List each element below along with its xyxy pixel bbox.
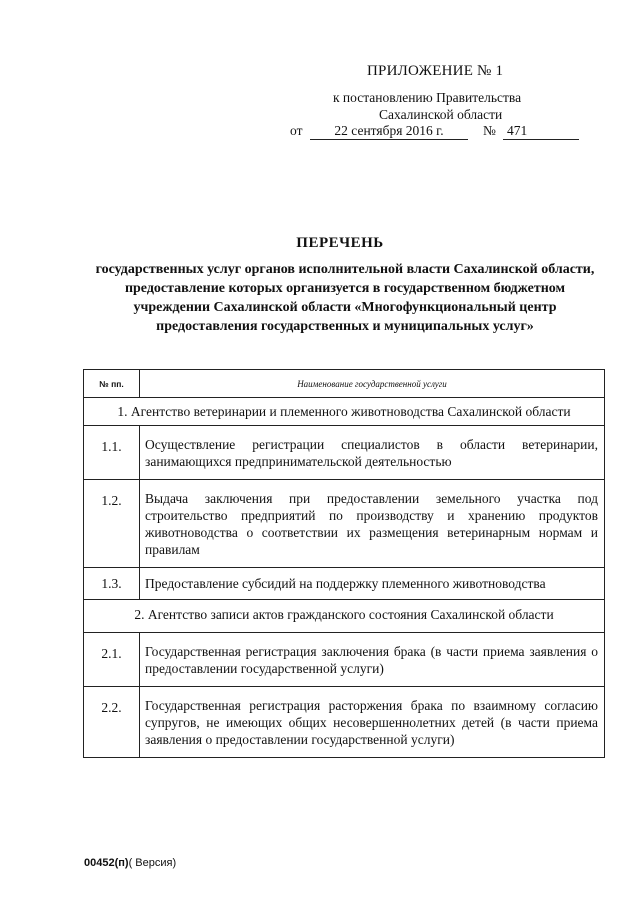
document-title: ПЕРЕЧЕНЬ: [296, 235, 384, 251]
col-num-header: № пп.: [84, 370, 140, 398]
agency-row: [84, 398, 605, 426]
agency-name: 1. Агентство ветеринарии и племенного животноводства Сахалинской области: [84, 398, 605, 426]
resolution-date: 22 сентября 2016 г.: [310, 123, 468, 140]
table-row: [84, 633, 605, 687]
service-number: 1.3.: [84, 568, 140, 600]
table-row: [84, 687, 605, 758]
services-table: [83, 369, 605, 758]
document-version: ( Версия): [128, 857, 177, 869]
service-number: 1.1.: [84, 426, 140, 480]
resolution-number: 471: [503, 123, 579, 140]
service-name: Выдача заключения при предоставлении земельного участка под строительство предприятий по производству и хранению продуктов животноводства о соответствии их размещения ветеринарным нормам и правилам: [140, 480, 605, 568]
document-subtitle: государственных услуг органов исполнительной власти Сахалинской области, предоставление которых организуется в государственном бюджетном учреждении Сахалинской области «Многофункциональный центр предоставления государственных и муниципальных услуг»: [95, 262, 595, 334]
col-name-header: Наименование государственной услуги: [140, 370, 605, 398]
appendix-title: ПРИЛОЖЕНИЕ № 1: [367, 63, 504, 79]
number-label: №: [483, 123, 496, 138]
document-footer: [84, 857, 176, 869]
date-number-line: [290, 123, 590, 143]
document-code: 00452(п): [84, 857, 129, 869]
service-number: 1.2.: [84, 480, 140, 568]
region-line: Сахалинской области: [379, 107, 503, 122]
resolution-line: к постановлению Правительства: [333, 90, 522, 105]
service-name: Осуществление регистрации специалистов в области ветеринарии, занимающихся предпринимательской деятельностью: [140, 426, 605, 480]
service-number: 2.2.: [84, 687, 140, 758]
service-name: Государственная регистрация заключения брака (в части приема заявления о предоставлении государственной услуги): [140, 633, 605, 687]
table-row: [84, 568, 605, 600]
service-name: Государственная регистрация расторжения брака по взаимному согласию супругов, не имеющих общих несовершеннолетних детей (в части приема заявления о предоставлении государственной услуги): [140, 687, 605, 758]
from-label: от: [290, 123, 303, 138]
agency-name: 2. Агентство записи актов гражданского состояния Сахалинской области: [84, 600, 605, 633]
table-header-row: [84, 370, 605, 398]
agency-row: [84, 600, 605, 633]
service-name: Предоставление субсидий на поддержку племенного животноводства: [140, 568, 605, 600]
table-row: [84, 426, 605, 480]
service-number: 2.1.: [84, 633, 140, 687]
table-row: [84, 480, 605, 568]
